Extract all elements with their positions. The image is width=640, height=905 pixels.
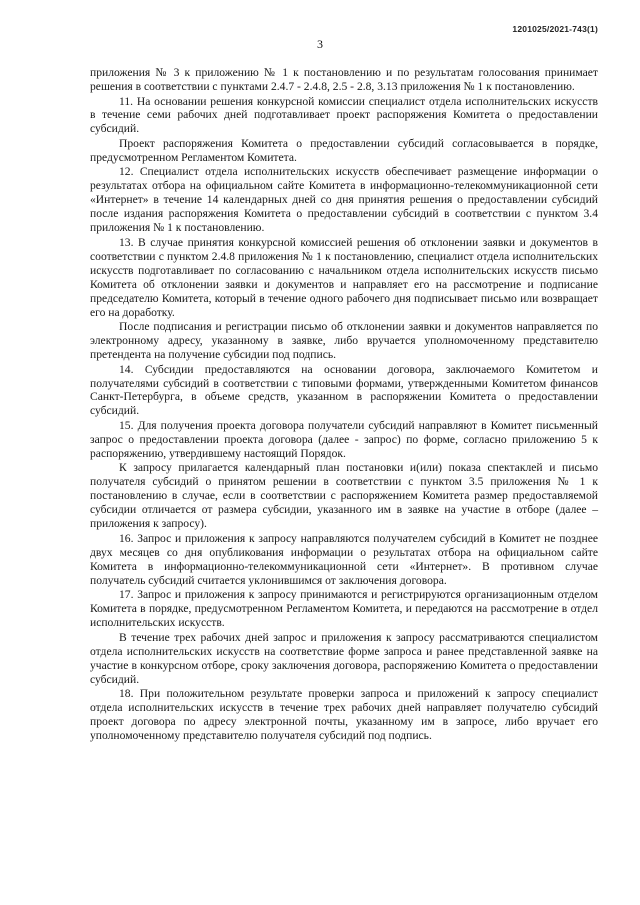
paragraph-item-17-continued: В течение трех рабочих дней запрос и приложения к запросу рассматриваются специалистом отдела исполнительских искусств на соответствие форме запроса и ранее представленной заявке на участие в конкурсном отборе, сроку заключения договора, распоряжению Комитета о предоставлении субсидий. (90, 630, 598, 686)
document-body (90, 66, 598, 743)
paragraph-item-15: 15. Для получения проекта договора получатели субсидий направляют в Комитет письменный запрос о предоставлении проекта договора (далее - запрос) по форме, согласно приложению 5 к распоряжению, утвердившему настоящий Порядок. (90, 418, 598, 460)
page-number: 3 (317, 37, 323, 51)
paragraph-item-14: 14. Субсидии предоставляются на основании договора, заключаемого Комитетом и получателями субсидий в соответствии с типовыми формами, утвержденными Комитетом финансов Санкт-Петербурга, в объеме средств, указанном в распоряжении Комитета о предоставлении субсидий. (90, 362, 598, 418)
paragraph-item-13: 13. В случае принятия конкурсной комиссией решения об отклонении заявки и документов в соответствии с пунктом 2.4.8 приложения № 1 к постановлению, специалист отдела исполнительских искусств подготавливает по согласованию с начальником отдела исполнительских искусств письмо Комитета об отклонении заявки и документов и направляет его на рассмотрение и подписание председателю Комитета, который в течение одного рабочего дня подписывает письмо или возвращает его на доработку. (90, 235, 598, 319)
paragraph-item-17: 17. Запрос и приложения к запросу принимаются и регистрируются организационным отделом Комитета в порядке, предусмотренном Регламентом Комитета, и передаются на рассмотрение в отдел исполнительских искусств. (90, 588, 598, 630)
paragraph-item-15-continued: К запросу прилагается календарный план постановки и(или) показа спектаклей и письмо получателя субсидий о принятом решении в соответствии с пунктом 3.5 приложения № 1 к постановлению в случае, если в соответствии с распоряжением Комитета размер предоставляемой субсидии отличается от размера субсидии, указанного им в заявке на участие в отборе (далее – приложения к запросу). (90, 461, 598, 531)
paragraph-item-11: 11. На основании решения конкурсной комиссии специалист отдела исполнительских искусств в течение семи рабочих дней подготавливает проект распоряжения Комитета о предоставлении субсидий. (90, 94, 598, 136)
paragraph-item-18: 18. При положительном результате проверки запроса и приложений к запросу специалист отдела исполнительских искусств в течение трех рабочих дней направляет получателю субсидий проект договора по адресу электронной почты, указанному им в запросе, либо вручает его уполномоченному представителю получателя субсидий под подпись. (90, 687, 598, 742)
document-registration-number: 1201025/2021-743(1) (512, 24, 598, 34)
paragraph-continuation: приложения № 3 к приложению № 1 к постановлению и по результатам голосования принимает решения в соответствии с пунктами 2.4.7 - 2.4.8, 2.5 - 2.8, 3.13 приложения № 1 к постановлению. (90, 66, 598, 93)
paragraph-item-13-continued: После подписания и регистрации письмо об отклонении заявки и документов направляется по электронному адресу, указанному в заявке, либо вручается уполномоченному представителю претендента на получение субсидии под подпись. (90, 320, 598, 362)
paragraph-item-11-continued: Проект распоряжения Комитета о предоставлении субсидий согласовывается в порядке, предусмотренном Регламентом Комитета. (90, 136, 598, 164)
paragraph-item-12: 12. Специалист отдела исполнительских искусств обеспечивает размещение информации о результатах отбора на официальном сайте Комитета в информационно-телекоммуникационной сети «Интернет» в течение 14 календарных дней со дня принятия решения о предоставлении субсидий после издания распоряжения Комитета о предоставлении субсидий в соответствии с пунктом 3.4 приложения № 1 к постановлению. (90, 165, 598, 235)
paragraph-item-16: 16. Запрос и приложения к запросу направляются получателем субсидий в Комитет не позднее двух месяцев со дня опубликования информации о результатах отбора на официальном сайте Комитета в информационно-телекоммуникационной сети «Интернет». В противном случае получатель субсидий считается уклонившимся от заключения договора. (90, 531, 598, 587)
